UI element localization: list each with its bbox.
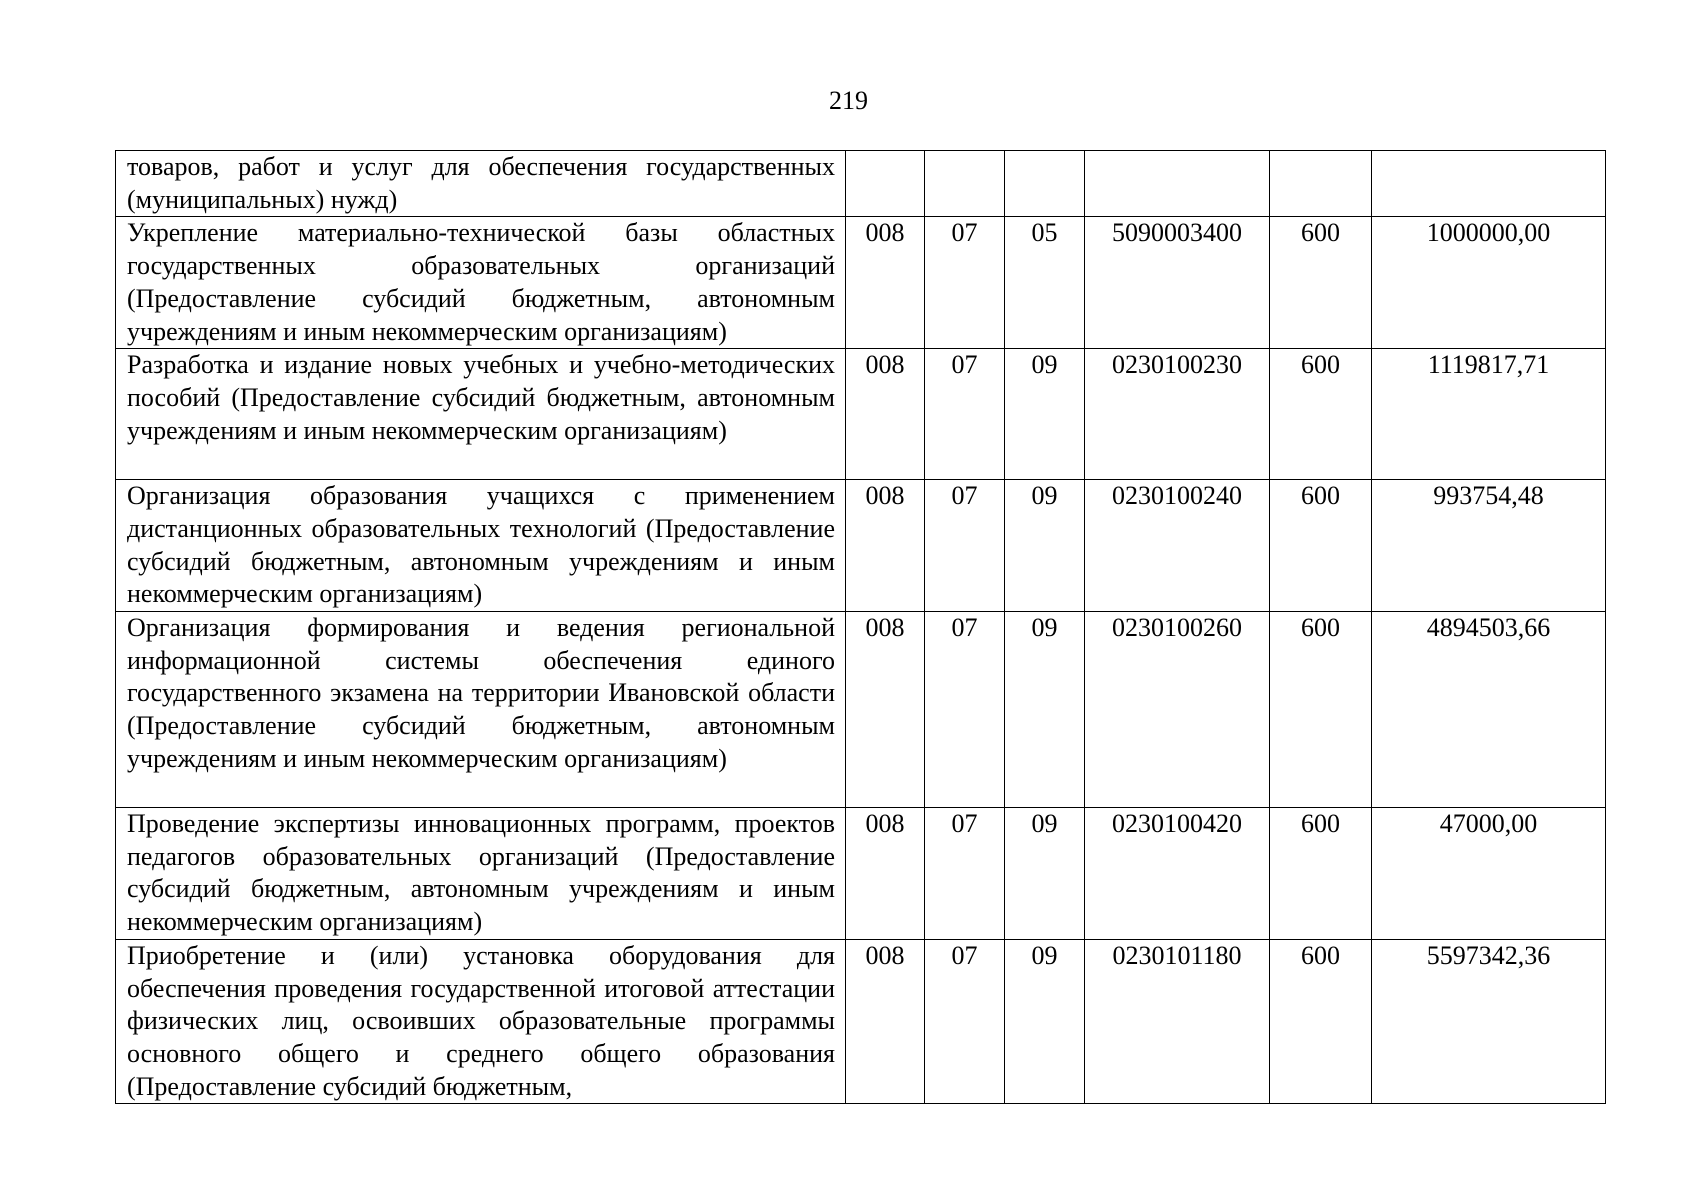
row-csr-code: 0230100240 <box>1085 480 1270 612</box>
row-rz-code: 07 <box>925 612 1005 808</box>
row-csr-code: 5090003400 <box>1085 217 1270 349</box>
row-pr-code: 09 <box>1005 808 1085 940</box>
row-gr-code <box>846 151 925 217</box>
row-amount: 1000000,00 <box>1372 217 1606 349</box>
row-pr-code <box>1005 151 1085 217</box>
table-row <box>116 217 1606 349</box>
row-vr-code: 600 <box>1270 480 1372 612</box>
row-csr-code <box>1085 151 1270 217</box>
row-amount: 4894503,66 <box>1372 612 1606 808</box>
row-gr-code: 008 <box>846 480 925 612</box>
table-row <box>116 808 1606 940</box>
row-vr-code <box>1270 151 1372 217</box>
row-description: Проведение экспертизы инновационных программ, проектов педагогов образовательных организаций (Предоставление субсидий бюджетным, автономным учреждениям и иным некоммерческим организациям) <box>116 808 846 940</box>
row-description: Приобретение и (или) установка оборудования для обеспечения проведения государственной итоговой аттестации физических лиц, освоивших образовательные программы основного общего и среднего общего образования (Предоставление субсидий бюджетным, <box>116 939 846 1104</box>
page-number: 219 <box>829 86 868 115</box>
row-rz-code: 07 <box>925 217 1005 349</box>
row-vr-code: 600 <box>1270 939 1372 1104</box>
row-rz-code: 07 <box>925 808 1005 940</box>
row-amount <box>1372 151 1606 217</box>
row-pr-code: 09 <box>1005 612 1085 808</box>
row-rz-code: 07 <box>925 480 1005 612</box>
row-description: Разработка и издание новых учебных и учебно-методических пособий (Предоставление субсидий бюджетным, автономным учреждениям и иным некоммерческим организациям) <box>116 349 846 480</box>
row-vr-code: 600 <box>1270 217 1372 349</box>
row-amount: 993754,48 <box>1372 480 1606 612</box>
row-rz-code <box>925 151 1005 217</box>
row-vr-code: 600 <box>1270 612 1372 808</box>
row-gr-code: 008 <box>846 808 925 940</box>
row-amount: 5597342,36 <box>1372 939 1606 1104</box>
table-row <box>116 480 1606 612</box>
row-gr-code: 008 <box>846 217 925 349</box>
row-amount: 47000,00 <box>1372 808 1606 940</box>
row-csr-code: 0230100420 <box>1085 808 1270 940</box>
row-gr-code: 008 <box>846 939 925 1104</box>
table-row <box>116 151 1606 217</box>
row-gr-code: 008 <box>846 612 925 808</box>
row-pr-code: 09 <box>1005 349 1085 480</box>
row-description: Организация образования учащихся с применением дистанционных образовательных технологий (Предоставление субсидий бюджетным, автономным учреждениям и иным некоммерческим организациям) <box>116 480 846 612</box>
row-vr-code: 600 <box>1270 808 1372 940</box>
row-gr-code: 008 <box>846 349 925 480</box>
row-rz-code: 07 <box>925 349 1005 480</box>
row-description: товаров, работ и услуг для обеспечения государственных (муниципальных) нужд) <box>116 151 846 217</box>
budget-table <box>115 150 1606 1104</box>
row-csr-code: 0230100230 <box>1085 349 1270 480</box>
table-row <box>116 939 1606 1104</box>
table-row <box>116 349 1606 480</box>
row-csr-code: 0230100260 <box>1085 612 1270 808</box>
row-csr-code: 0230101180 <box>1085 939 1270 1104</box>
row-description: Организация формирования и ведения региональной информационной системы обеспечения единого государственного экзамена на территории Ивановской области (Предоставление субсидий бюджетным, автономным учреждениям и иным некоммерческим организациям) <box>116 612 846 808</box>
row-vr-code: 600 <box>1270 349 1372 480</box>
row-rz-code: 07 <box>925 939 1005 1104</box>
row-pr-code: 09 <box>1005 939 1085 1104</box>
table-row <box>116 612 1606 808</box>
row-description: Укрепление материально-технической базы областных государственных образовательных организаций (Предоставление субсидий бюджетным, автономным учреждениям и иным некоммерческим организациям) <box>116 217 846 349</box>
row-pr-code: 05 <box>1005 217 1085 349</box>
row-pr-code: 09 <box>1005 480 1085 612</box>
row-amount: 1119817,71 <box>1372 349 1606 480</box>
